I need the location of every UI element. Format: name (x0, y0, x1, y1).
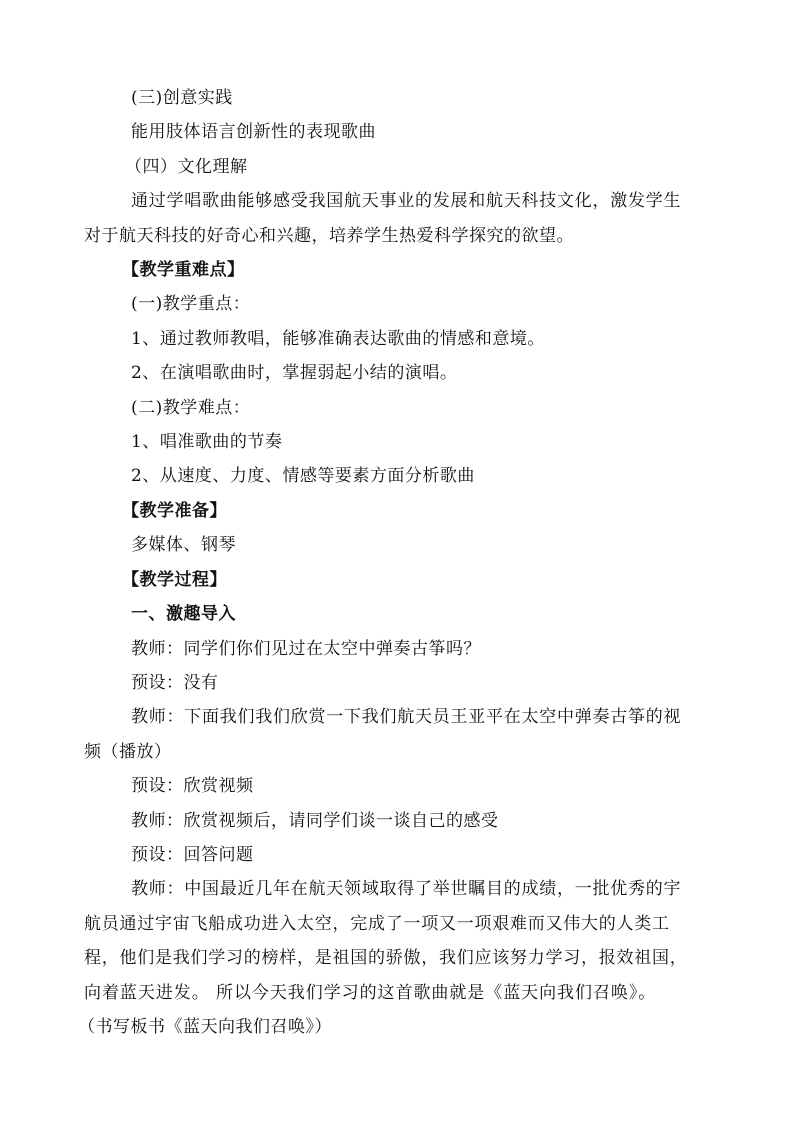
section-culture-body-line1: 通过学唱歌曲能够感受我国航天事业的发展和航天科技文化，激发学生 (131, 191, 682, 211)
section-creative-title: (三)创意实践 (131, 88, 233, 108)
process-line: 预设：欣赏视频 (131, 776, 254, 796)
section-creative-body: 能用肢体语言创新性的表现歌曲 (131, 122, 376, 142)
process-line: 程，他们是我们学习的榜样，是祖国的骄傲，我们应该努力学习，报效祖国， (84, 948, 688, 968)
key-points-heading: 【教学重难点】 (122, 260, 245, 280)
difficulty-title: (二)教学难点： (131, 398, 251, 418)
focus-title: (一)教学重点： (131, 294, 251, 314)
preparation-body: 多媒体、钢琴 (131, 535, 236, 555)
process-line: 教师：下面我们我们欣赏一下我们航天员王亚平在太空中弹奏古筝的视 (131, 707, 682, 727)
process-line: 教师：中国最近几年在航天领域取得了举世瞩目的成绩，一批优秀的宇 (131, 879, 682, 899)
focus-item: 1、通过教师教唱，能够准确表达歌曲的情感和意境。 (131, 329, 545, 349)
process-line: 教师：同学们你们见过在太空中弹奏古筝吗？ (131, 639, 481, 659)
process-line: （书写板书《蓝天向我们召唤》） (78, 1017, 332, 1037)
process-line: 预设：没有 (131, 673, 219, 693)
focus-item: 2、在演唱歌曲时，掌握弱起小结的演唱。 (131, 363, 458, 383)
process-line: 教师：欣赏视频后，请同学们谈一谈自己的感受 (131, 811, 499, 831)
process-heading: 【教学过程】 (122, 570, 227, 590)
section-culture-title: （四）文化理解 (125, 157, 248, 177)
process-line: 频（播放） (84, 742, 172, 762)
section-culture-body-line2: 对于航天科技的好奇心和兴趣，培养学生热爱科学探究的欲望。 (84, 226, 574, 246)
process-line: 向着蓝天进发。 所以今天我们学习的这首歌曲就是《蓝天向我们召唤》。 (84, 983, 657, 1003)
difficulty-item: 2、从速度、力度、情感等要素方面分析歌曲 (131, 466, 475, 486)
process-step-title: 一、激趣导入 (131, 604, 236, 624)
process-line: 预设：回答问题 (131, 845, 254, 865)
preparation-heading: 【教学准备】 (122, 501, 227, 521)
difficulty-item: 1、唱准歌曲的节奏 (131, 432, 283, 452)
process-line: 航员通过宇宙飞船成功进入太空，完成了一项又一项艰难而又伟大的人类工 (84, 914, 670, 934)
